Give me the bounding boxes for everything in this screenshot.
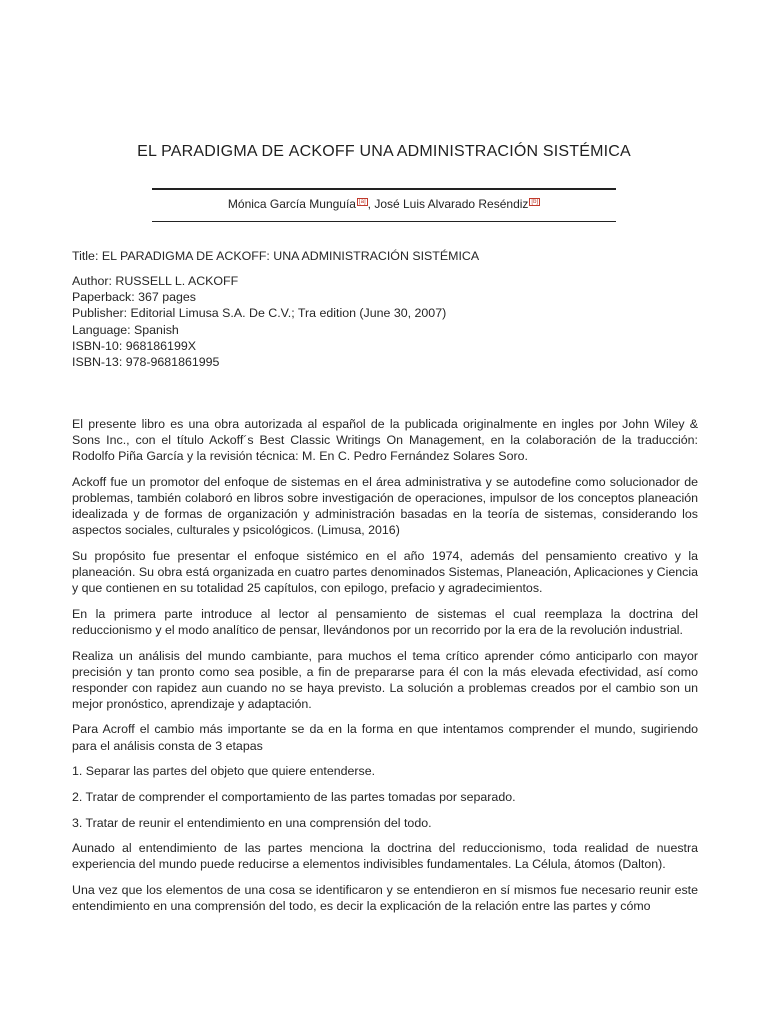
list-item: 3. Tratar de reunir el entendimiento en una comprensión del todo. (72, 815, 432, 830)
meta-author: Author: RUSSELL L. ACKOFF (72, 274, 239, 288)
title-rule-bottom (152, 221, 616, 222)
author-name: Mónica García Munguía (227, 197, 356, 211)
review-body (72, 416, 698, 924)
title-part-2: CKOFF UNA ADMINISTRACIÓN SISTÉMICA (299, 143, 631, 160)
title-rule-top (152, 188, 616, 190)
paragraph: Realiza un análisis del mundo cambiante, para muchos el tema crítico aprender cómo anticiparlo con mayor precisión y tan pronto como sea posible, a fin de prepararse para él con la más elevada efectividad, así como responder con rapidez aun cuando no se haya previsto. La solución a problemas creados por el cambio son un mejor pronóstico, aprendizaje y adaptación. (72, 648, 698, 711)
paragraph: En la primera parte introduce al lector al pensamiento de sistemas el cual reemplaza la doctrina del reduccionismo y el modo analítico de pensar, llevándonos por un recorrido por la era de la revolución industrial. (72, 606, 698, 637)
document-title (0, 143, 768, 161)
author-name: José Luis Alvarado Reséndiz (374, 197, 529, 211)
list-item: 2. Tratar de comprender el comportamiento de las partes tomadas por separado. (72, 789, 516, 804)
book-title (72, 248, 698, 264)
paragraph: Ackoff fue un promotor del enfoque de sistemas en el área administrativa y se autodefine como solucionador de problemas, también colaboró en libros sobre investigación de operaciones, impulsor de los conceptos planeación idealizada y de formas de organización y administración basadas en la teoría de sistemas, considerando los aspectos sociales, culturales y psicológicos. (Limusa, 2016) (72, 474, 698, 538)
meta-paperback: Paperback: 367 pages (72, 290, 196, 305)
footnote-link[interactable]: [a] (358, 199, 366, 205)
paragraph: Su propósito fue presentar el enfoque sistémico en el año 1974, además del pensamiento creativo y la planeación. Su obra está organizada en cuatro partes denominados Sistemas, Planeación, Aplicaciones y Ciencia y que contienen en su totalidad 25 capítulos, con epilogo, prefacio y agradecimientos. (72, 548, 698, 596)
title-part-1: L PARADIGMA DE (147, 143, 289, 160)
book-metadata (72, 273, 698, 370)
paragraph: Una vez que los elementos de una cosa se identificaron y se entendieron en sí mismos fue necesario reunir este entendimiento en una comprensión del todo, es decir la explicación de la relación entre las partes y cómo (72, 883, 698, 914)
author-line (0, 197, 768, 211)
meta-isbn10: ISBN-10: 968186199X (72, 338, 196, 353)
footnote-link[interactable]: [b] (531, 199, 539, 205)
paragraph: El presente libro es una obra autorizada al español de la publicada originalmente en ingles por John Wiley & Sons Inc., con el título Ackoff´s Best Classic Writings On Management, en la colaboración de la traducción: Rodolfo Piña García y la revisión técnica: M. En C. Pedro Fernández Solares Soro. (72, 417, 698, 464)
paragraph: Aunado al entendimiento de las partes menciona la doctrina del reduccionismo, toda realidad de nuestra experiencia del mundo puede reducirse a elementos indivisibles fundamentales. La Célula, átomos (Dalton). (72, 841, 698, 872)
list-item: 1. Separar las partes del objeto que quiere entenderse. (72, 764, 376, 779)
book-title-text: Title: EL PARADIGMA DE ACKOFF: UNA ADMINISTRACIÓN SISTÉMICA (72, 249, 480, 263)
meta-isbn13: ISBN-13: 978-9681861995 (72, 355, 220, 370)
paragraph: Para Acroff el cambio más importante se da en la forma en que intentamos comprender el mundo, sugiriendo para el análisis consta de 3 etapas (72, 722, 698, 753)
title-initial-2: A (288, 143, 300, 160)
title-initial-1: E (137, 143, 148, 160)
meta-language: Language: Spanish (72, 322, 179, 337)
author-separator: , (367, 197, 375, 211)
meta-publisher: Publisher: Editorial Limusa S.A. De C.V.; Tra edition (June 30, 2007) (72, 306, 447, 321)
